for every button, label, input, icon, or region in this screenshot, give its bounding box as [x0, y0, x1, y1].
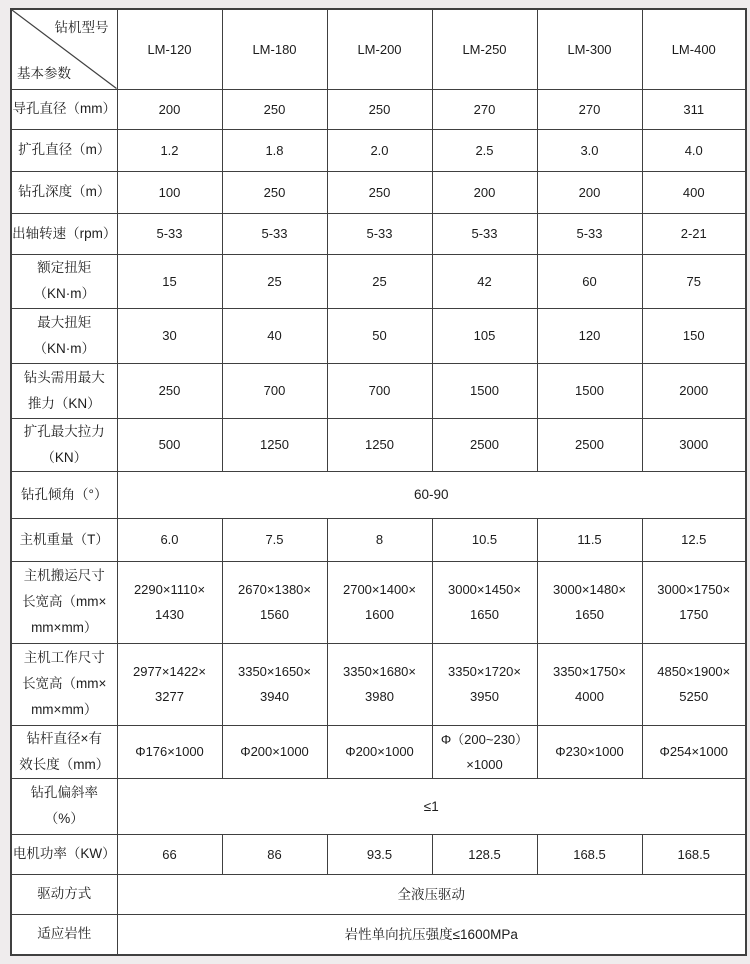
value-cell: 250 [222, 171, 327, 213]
row-label: 驱动方式 [11, 874, 117, 914]
table-row [11, 213, 746, 254]
table-row [11, 171, 746, 213]
table-row [11, 561, 746, 643]
value-cell: 200 [432, 171, 537, 213]
column-header-lm200: LM-200 [327, 9, 432, 89]
value-cell: 3350×1720× 3950 [432, 643, 537, 725]
column-header-lm250: LM-250 [432, 9, 537, 89]
table-row [11, 308, 746, 363]
value-cell: 2.0 [327, 129, 432, 171]
value-cell: 700 [327, 363, 432, 418]
value-cell: 15 [117, 254, 222, 308]
value-cell: Φ254×1000 [642, 725, 746, 778]
value-cell: 311 [642, 89, 746, 129]
value-cell: 30 [117, 308, 222, 363]
value-cell: 42 [432, 254, 537, 308]
value-cell: 2-21 [642, 213, 746, 254]
row-label: 主机工作尺寸 长宽高（mm× mm×mm） [11, 643, 117, 725]
value-cell: 10.5 [432, 518, 537, 561]
column-header-lm180: LM-180 [222, 9, 327, 89]
column-header-lm300: LM-300 [537, 9, 642, 89]
table-row [11, 363, 746, 418]
table-row [11, 471, 746, 518]
value-cell: 11.5 [537, 518, 642, 561]
value-cell: 86 [222, 834, 327, 874]
value-cell: 2500 [432, 418, 537, 471]
row-label: 导孔直径（mm） [11, 89, 117, 129]
value-cell: 250 [117, 363, 222, 418]
value-cell: 4850×1900× 5250 [642, 643, 746, 725]
value-cell: 5-33 [117, 213, 222, 254]
value-cell: 3000×1480× 1650 [537, 561, 642, 643]
row-label: 额定扭矩 （KN·m） [11, 254, 117, 308]
value-cell: 5-33 [327, 213, 432, 254]
value-cell: 5-33 [432, 213, 537, 254]
value-cell: Φ176×1000 [117, 725, 222, 778]
value-cell: 3350×1650× 3940 [222, 643, 327, 725]
value-cell: 105 [432, 308, 537, 363]
value-cell: 1.2 [117, 129, 222, 171]
value-cell: 1500 [432, 363, 537, 418]
value-cell: 5-33 [537, 213, 642, 254]
value-cell: 250 [222, 89, 327, 129]
value-cell: 3000×1750× 1750 [642, 561, 746, 643]
value-cell: 200 [537, 171, 642, 213]
value-cell: 700 [222, 363, 327, 418]
row-label: 扩孔最大拉力 （KN） [11, 418, 117, 471]
table-row [11, 874, 746, 914]
value-cell: 3350×1750× 4000 [537, 643, 642, 725]
value-cell: 3000×1450× 1650 [432, 561, 537, 643]
value-cell: 150 [642, 308, 746, 363]
table-row [11, 643, 746, 725]
column-header-lm120: LM-120 [117, 9, 222, 89]
table-row [11, 778, 746, 834]
value-cell: Φ230×1000 [537, 725, 642, 778]
value-cell: 60 [537, 254, 642, 308]
corner-top-label: 钻机型号 [54, 20, 109, 35]
value-cell: 200 [117, 89, 222, 129]
value-cell: Φ200×1000 [327, 725, 432, 778]
value-cell: 270 [537, 89, 642, 129]
row-label: 出轴转速（rpm） [11, 213, 117, 254]
value-cell: 3350×1680× 3980 [327, 643, 432, 725]
value-cell: 2.5 [432, 129, 537, 171]
table-row [11, 518, 746, 561]
row-label: 扩孔直径（m） [11, 129, 117, 171]
merged-value-cell: 全液压驱动 [117, 874, 746, 914]
value-cell: 6.0 [117, 518, 222, 561]
value-cell: 1250 [327, 418, 432, 471]
corner-cell [11, 9, 117, 89]
merged-value-cell: 60-90 [117, 471, 746, 518]
value-cell: 400 [642, 171, 746, 213]
merged-value-cell: ≤1 [117, 778, 746, 834]
value-cell: 1500 [537, 363, 642, 418]
value-cell: 8 [327, 518, 432, 561]
value-cell: 2500 [537, 418, 642, 471]
row-label: 最大扭矩 （KN·m） [11, 308, 117, 363]
row-label: 钻孔倾角（°） [11, 471, 117, 518]
value-cell: 168.5 [642, 834, 746, 874]
value-cell: 4.0 [642, 129, 746, 171]
row-label: 钻头需用最大 推力（KN） [11, 363, 117, 418]
value-cell: 270 [432, 89, 537, 129]
value-cell: 66 [117, 834, 222, 874]
spec-table [10, 8, 747, 956]
row-label: 适应岩性 [11, 914, 117, 955]
value-cell: 1.8 [222, 129, 327, 171]
value-cell: Φ200×1000 [222, 725, 327, 778]
value-cell: 1250 [222, 418, 327, 471]
row-label: 钻孔偏斜率 （%） [11, 778, 117, 834]
row-label: 主机搬运尺寸 长宽高（mm× mm×mm） [11, 561, 117, 643]
value-cell: 2700×1400× 1600 [327, 561, 432, 643]
value-cell: 2977×1422× 3277 [117, 643, 222, 725]
value-cell: 3.0 [537, 129, 642, 171]
value-cell: 2000 [642, 363, 746, 418]
row-label: 主机重量（T） [11, 518, 117, 561]
table-row [11, 254, 746, 308]
table-row [11, 89, 746, 129]
value-cell: 2290×1110× 1430 [117, 561, 222, 643]
value-cell: 3000 [642, 418, 746, 471]
value-cell: Φ（200~230） ×1000 [432, 725, 537, 778]
column-header-lm400: LM-400 [642, 9, 746, 89]
merged-value-cell: 岩性单向抗压强度≤1600MPa [117, 914, 746, 955]
header-row [11, 9, 746, 89]
value-cell: 12.5 [642, 518, 746, 561]
value-cell: 25 [222, 254, 327, 308]
table-row [11, 725, 746, 778]
table-row [11, 914, 746, 955]
value-cell: 250 [327, 89, 432, 129]
value-cell: 40 [222, 308, 327, 363]
table-row [11, 129, 746, 171]
value-cell: 7.5 [222, 518, 327, 561]
value-cell: 500 [117, 418, 222, 471]
table-row [11, 418, 746, 471]
value-cell: 250 [327, 171, 432, 213]
value-cell: 25 [327, 254, 432, 308]
value-cell: 50 [327, 308, 432, 363]
row-label: 电机功率（KW） [11, 834, 117, 874]
row-label: 钻杆直径×有 效长度（mm） [11, 725, 117, 778]
value-cell: 168.5 [537, 834, 642, 874]
spec-table-body [11, 89, 746, 955]
table-row [11, 834, 746, 874]
value-cell: 93.5 [327, 834, 432, 874]
value-cell: 128.5 [432, 834, 537, 874]
value-cell: 100 [117, 171, 222, 213]
row-label: 钻孔深度（m） [11, 171, 117, 213]
value-cell: 75 [642, 254, 746, 308]
corner-bottom-label: 基本参数 [17, 65, 71, 81]
value-cell: 120 [537, 308, 642, 363]
value-cell: 2670×1380× 1560 [222, 561, 327, 643]
value-cell: 5-33 [222, 213, 327, 254]
